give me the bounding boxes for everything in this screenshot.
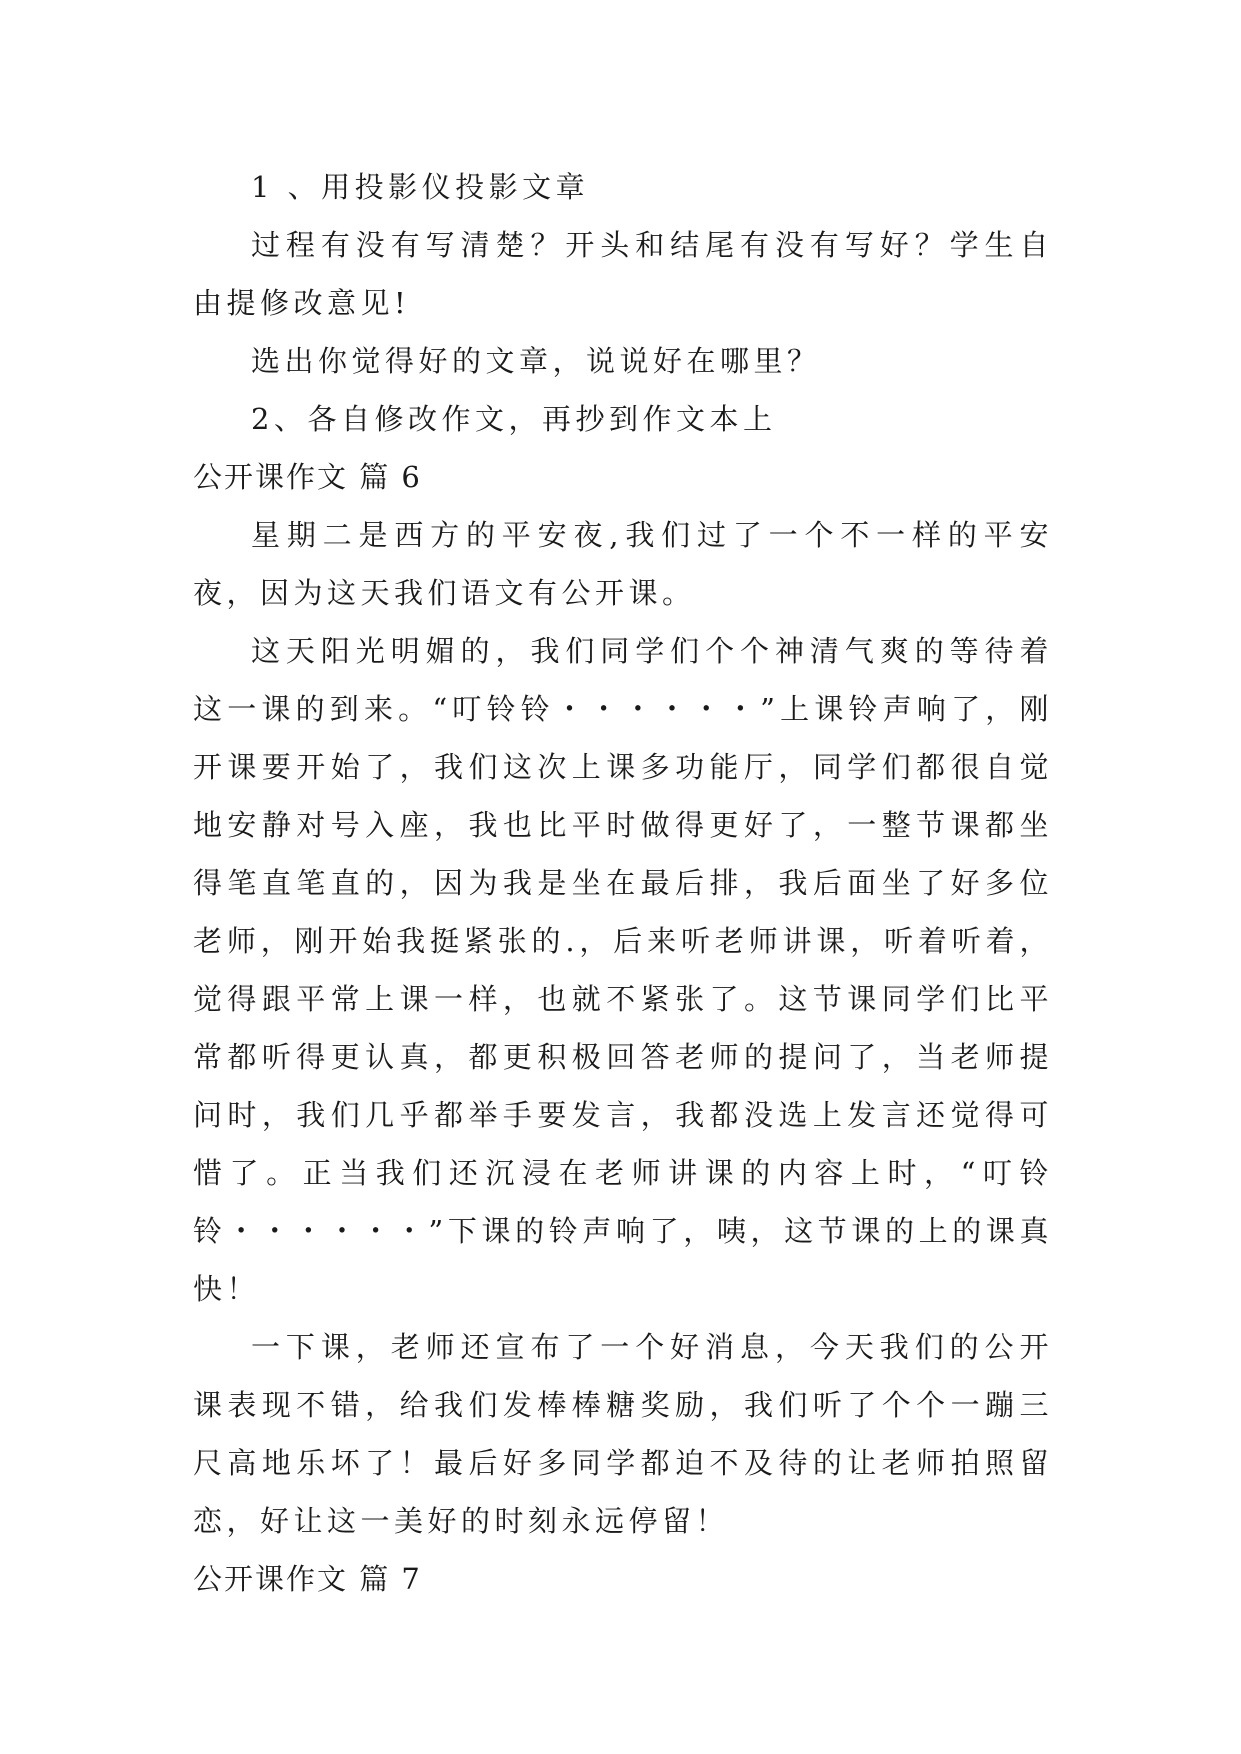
paragraph-step-1: 1 、用投影仪投影文章 [251,170,590,204]
paragraph-after-class: 一下课，老师还宣布了一个好消息，今天我们的公开课表现不错，给我们发棒棒糖奖励，我们听了个个一蹦三尺高地乐坏了！最后好多同学都迫不及待的让老师拍照留恋，好让这一美好的时刻永远停留！ [193,1330,1053,1538]
section-heading-6: 公开课作文 篇 6 [193,460,422,494]
paragraph-review-questions: 过程有没有写清楚？开头和结尾有没有写好？学生自由提修改意见! [193,228,1053,320]
document-body [193,158,1053,1608]
paragraph-class-story: 这天阳光明媚的，我们同学们个个神清气爽的等待着这一课的到来。“叮铃铃・・・・・・”上课铃声响了，刚开课要开始了，我们这次上课多功能厅，同学们都很自觉地安静对号入座，我也比平时做得更好了，一整节课都坐得笔直笔直的，因为我是坐在最后排，我后面坐了好多位老师，刚开始我挺紧张的.，后来听老师讲课，听着听着，觉得跟平常上课一样，也就不紧张了。这节课同学们比平常都听得更认真，都更积极回答老师的提问了，当老师提问时，我们几乎都举手要发言，我都没选上发言还觉得可惜了。正当我们还沉浸在老师讲课的内容上时，“叮铃铃・・・・・・”下课的铃声响了，咦，这节课的上的课真快！ [193,634,1053,1306]
section-heading-7: 公开课作文 篇 7 [193,1562,422,1596]
paragraph-christmas-eve: 星期二是西方的平安夜,我们过了一个不一样的平安夜，因为这天我们语文有公开课。 [193,518,1053,610]
paragraph-step-2: 2、各自修改作文，再抄到作文本上 [251,402,777,436]
paragraph-select-articles: 选出你觉得好的文章，说说好在哪里？ [251,344,821,378]
